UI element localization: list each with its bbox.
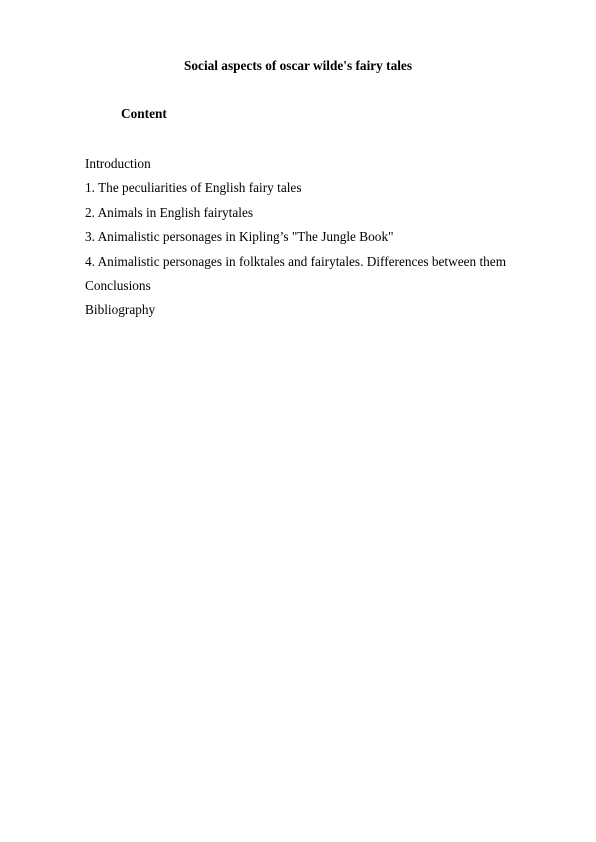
toc-item-chapter-4[interactable]: 4. Animalistic personages in folktales and fairytales. Differences between them	[85, 253, 507, 269]
toc-item-chapter-1[interactable]: 1. The peculiarities of English fairy tales	[85, 180, 302, 196]
toc-item-bibliography[interactable]: Bibliography	[85, 302, 156, 318]
contents-heading: Content	[121, 106, 167, 121]
document-title: Social aspects of oscar wilde's fairy tales	[184, 58, 412, 73]
toc-item-chapter-2[interactable]: 2. Animals in English fairytales	[85, 204, 254, 220]
toc-item-conclusions[interactable]: Conclusions	[85, 277, 151, 293]
toc-item-introduction[interactable]: Introduction	[85, 156, 151, 171]
table-of-contents	[85, 152, 585, 323]
toc-item-chapter-3[interactable]: 3. Animalistic personages in Kipling’s "The Jungle Book"	[85, 229, 394, 245]
